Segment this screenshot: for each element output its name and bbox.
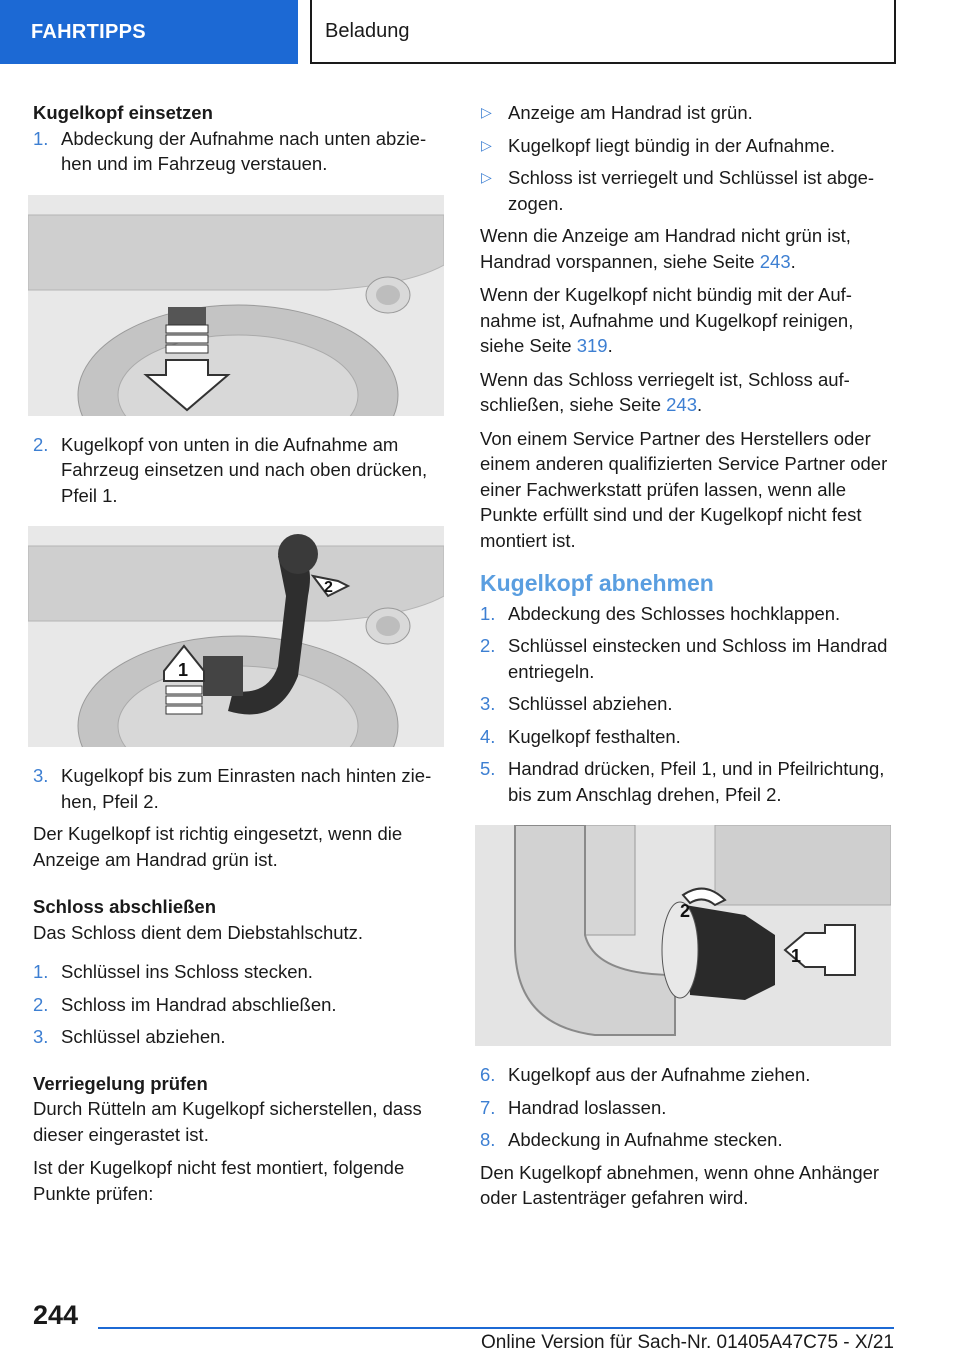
- figure-label-1: 1: [791, 946, 802, 966]
- paragraph: Das Schloss dient dem Diebstahlschutz.: [33, 921, 364, 943]
- check-item: [480, 165, 896, 216]
- list-item: [480, 1095, 896, 1121]
- list-item: [33, 959, 443, 985]
- step-text: Schloss im Handrad abschließen.: [61, 993, 337, 1015]
- footer-text: Online Version für Sach-Nr. 01405A47C75 - X/21: [481, 1332, 894, 1353]
- heading-schloss-abschliessen: Schloss abschließen: [33, 896, 217, 917]
- step-number: 5.: [480, 758, 496, 779]
- list-item: [480, 1062, 896, 1088]
- step-text: Kugelkopf bis zum Einrasten nach hinten ziehen, Pfeil 2.: [61, 765, 432, 812]
- heading-kugelkopf-einsetzen: Kugelkopf einsetzen: [33, 102, 213, 123]
- list-item: [480, 633, 896, 684]
- figure-label-1: 1: [178, 660, 189, 680]
- step-number: 7.: [480, 1096, 496, 1118]
- paragraph: Den Kugelkopf abnehmen, wenn ohne Anhänger oder Lastenträger gefahren wird.: [480, 1161, 880, 1208]
- list-item: [480, 756, 896, 807]
- paragraph: Von einem Service Partner des Herstellers oder einem anderen qualifizierten Service Partner oder einer Fachwerkstatt prüfen lassen, wenn alle Punkte erfüllt sind und der Kugelkopf nicht fest montiert ist.: [480, 427, 888, 551]
- page-header: [0, 0, 960, 66]
- step-text: Schlüssel abziehen.: [61, 1026, 226, 1047]
- step-text: Schlüssel ins Schloss stecken.: [61, 961, 313, 982]
- subsection-title: Beladung: [310, 0, 896, 64]
- check-item: [480, 133, 896, 159]
- paragraph: Ist der Kugelkopf nicht fest montiert, folgende Punkte prüfen:: [33, 1157, 405, 1204]
- page-link[interactable]: 243: [759, 250, 791, 272]
- step-number: 1.: [480, 602, 496, 624]
- step-text: Abdeckung der Aufnahme nach unten abziehen und im Fahrzeug verstauen.: [61, 127, 427, 174]
- list-item: [480, 1127, 896, 1153]
- list-item: [480, 724, 896, 750]
- list-item: [33, 992, 443, 1018]
- triangle-bullet-icon: ▷: [481, 104, 492, 120]
- list-item: [480, 691, 896, 717]
- step-text: Schlüssel abziehen.: [508, 693, 673, 714]
- step-number: 3.: [33, 1026, 49, 1047]
- list-item: [33, 432, 443, 509]
- check-text: Anzeige am Handrad ist grün.: [508, 102, 753, 123]
- step-number: 3.: [33, 765, 49, 786]
- heading-verriegelung-pruefen: Verriegelung prüfen: [33, 1072, 208, 1094]
- list-item: [480, 601, 896, 627]
- step-text: Abdeckung in Aufnahme stecken.: [508, 1129, 783, 1150]
- step-number: 1.: [33, 127, 49, 149]
- paragraph: Wenn die Anzeige am Handrad nicht grün ist, Handrad vorspannen, siehe Seite 243.: [480, 225, 851, 272]
- footer-divider: [98, 1327, 894, 1329]
- list-item: [33, 126, 443, 177]
- step-text: Schlüssel einstecken und Schloss im Handrad entriegeln.: [508, 635, 888, 682]
- heading-kugelkopf-abnehmen: Kugelkopf abnehmen: [480, 570, 714, 596]
- page-link[interactable]: 319: [576, 335, 608, 356]
- check-text: Schloss ist verriegelt und Schlüssel ist abgezogen.: [508, 167, 875, 214]
- step-number: 1.: [33, 961, 49, 982]
- figure-ball-head-insert: [28, 526, 444, 747]
- triangle-bullet-icon: ▷: [481, 169, 492, 185]
- step-text: Handrad loslassen.: [508, 1096, 667, 1118]
- step-text: Abdeckung des Schlosses hochklappen.: [508, 602, 841, 624]
- paragraph: Der Kugelkopf ist richtig eingesetzt, wenn die Anzeige am Handrad grün ist.: [33, 823, 403, 870]
- step-number: 4.: [480, 725, 496, 747]
- page-number: 244: [33, 1300, 79, 1330]
- step-number: 3.: [480, 693, 496, 714]
- step-number: 2.: [480, 635, 496, 656]
- list-item: [33, 1024, 443, 1050]
- paragraph: Wenn der Kugelkopf nicht bündig mit der Aufnahme ist, Aufnahme und Kugelkopf reinigen, siehe Seite 319.: [480, 284, 854, 356]
- step-number: 2.: [33, 433, 49, 455]
- figure-label-2: 2: [324, 579, 333, 596]
- triangle-bullet-icon: ▷: [481, 136, 492, 153]
- step-number: 2.: [33, 993, 49, 1015]
- page-link[interactable]: 243: [666, 394, 698, 415]
- step-text: Handrad drücken, Pfeil 1, und in Pfeilrichtung, bis zum Anschlag drehen, Pfeil 2.: [508, 758, 885, 805]
- figure-label-2: 2: [680, 901, 691, 921]
- paragraph: Wenn das Schloss verriegelt ist, Schloss aufschließen, siehe Seite 243.: [480, 368, 850, 415]
- right-column: [480, 100, 896, 1219]
- figure-cover-removal: [28, 195, 444, 416]
- figure-handwheel-release: [475, 825, 891, 1046]
- paragraph: Durch Rütteln am Kugelkopf sicherstellen, dass dieser eingerastet ist.: [33, 1098, 422, 1145]
- section-tab: FAHRTIPPS: [0, 0, 298, 64]
- step-text: Kugelkopf aus der Aufnahme ziehen.: [508, 1064, 811, 1085]
- check-text: Kugelkopf liegt bündig in der Aufnahme.: [508, 134, 836, 156]
- check-item: [480, 100, 896, 126]
- left-column: [33, 100, 443, 1214]
- list-item: [33, 763, 443, 814]
- step-number: 8.: [480, 1129, 496, 1150]
- step-text: Kugelkopf von unten in die Aufnahme am Fahrzeug einsetzen und nach oben drücken, Pfeil 1.: [61, 433, 428, 506]
- step-text: Kugelkopf festhalten.: [508, 725, 681, 747]
- step-number: 6.: [480, 1064, 496, 1085]
